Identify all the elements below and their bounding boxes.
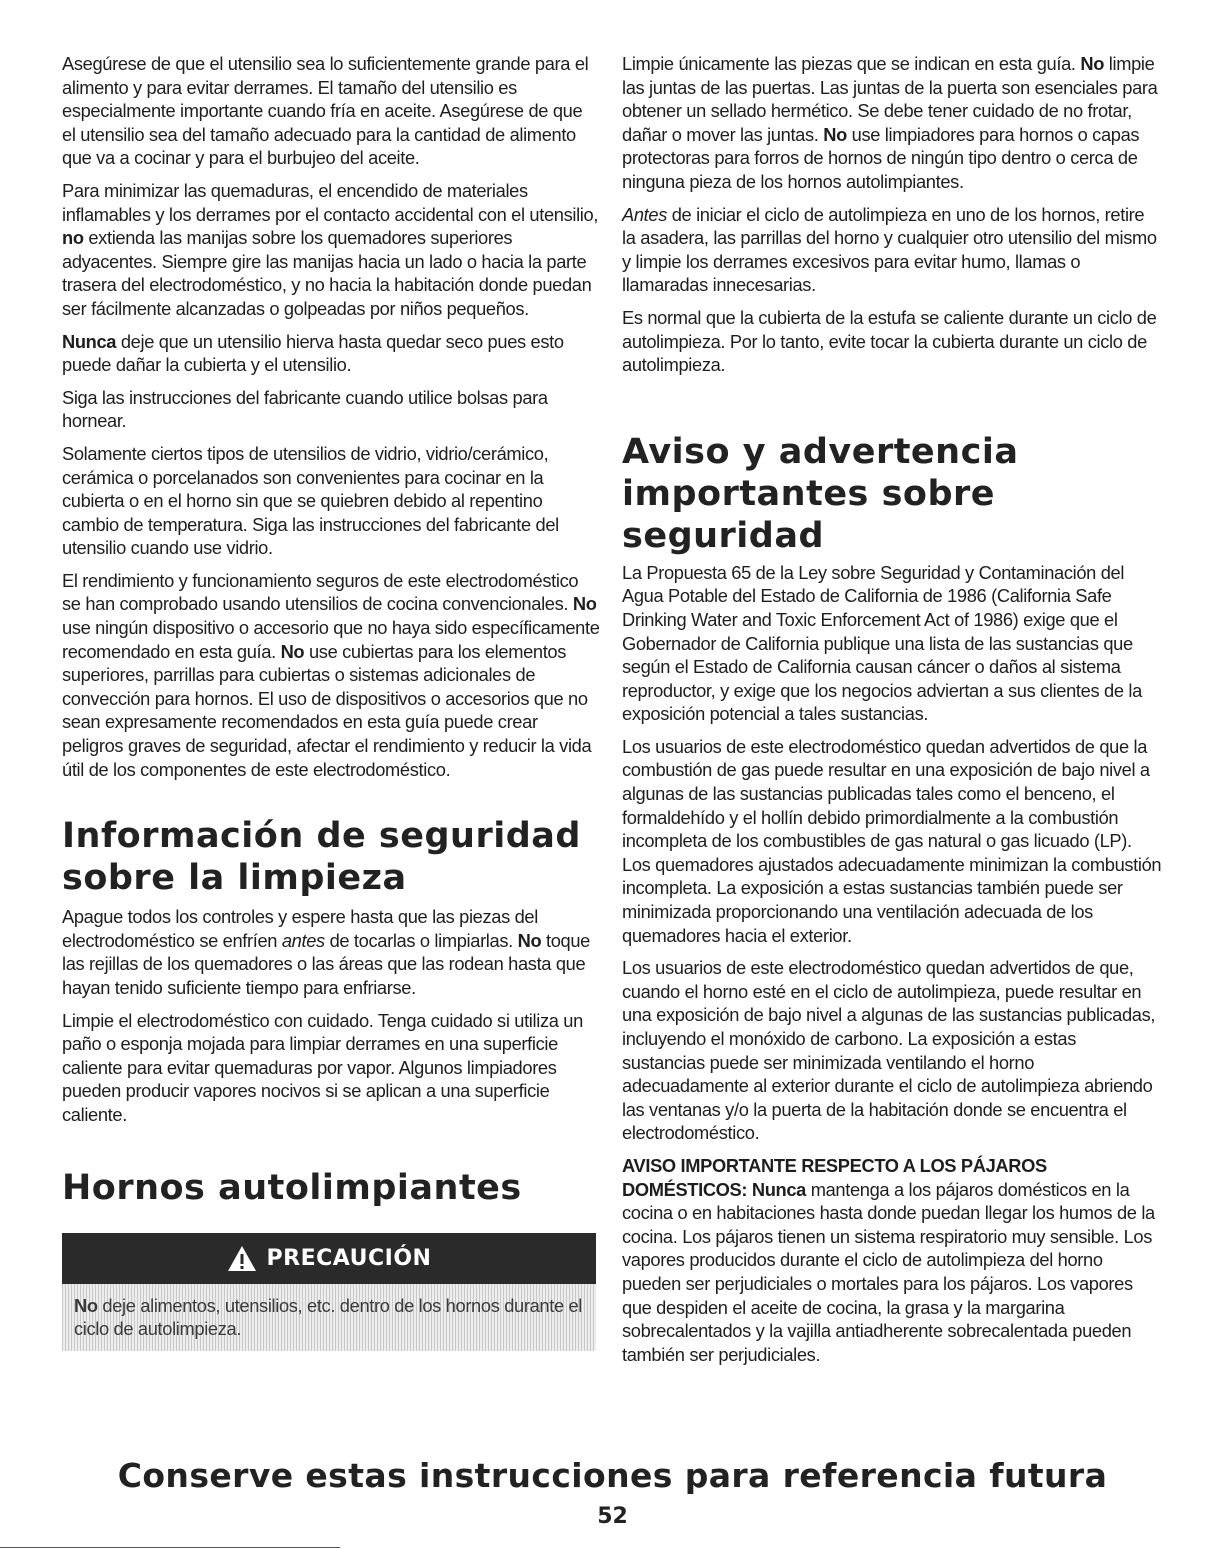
- right-column: [622, 52, 1162, 1375]
- text: deje alimentos, utensilios, etc. dentro de los hornos durante el ciclo de autolimpieza.: [74, 1294, 583, 1340]
- text: use ningún dispositivo o accesorio que no haya sido específicamente recomendado en esta guía.: [62, 617, 600, 662]
- left-column: [62, 52, 600, 1351]
- paragraph: Los usuarios de este electrodoméstico quedan advertidos de que la combustión de gas puede resultar en una exposición de bajo nivel a algunas de las sustancias publicadas tales como el benceno, el formaldehído y el hollín debido primordialmente a la combustión incompleta de los combustibles de gas natural o gas licuado (LP). Los quemadores ajustados adecuadamente minimizan la combustión incompleta. La exposición a estas sustancias también puede ser minimizada proporcionando una ventilación adecuada de los quemadores hacia el exterior.: [622, 735, 1162, 946]
- emphasis: antes: [281, 929, 325, 951]
- text: Limpie únicamente las piezas que se indican en esta guía.: [622, 53, 1081, 74]
- paragraph: Asegúrese de que el utensilio sea lo suficientemente grande para el alimento y para evitar derrames. El tamaño del utensilio es especialmente importante cuando fría en aceite. Asegúrese de que el utensilio sea del tamaño adecuado para la cantidad de alimento que va a cocinar y para el burbujeo del aceite.: [62, 53, 589, 169]
- paragraph: Limpie el electrodoméstico con cuidado. Tenga cuidado si utiliza un paño o esponja mojada para limpiar derrames en una superficie caliente para evitar quemaduras por vapor. Algunos limpiadores pueden producir vapores nocivos si se aplican a una superficie caliente.: [62, 1009, 583, 1125]
- emphasis: Nunca: [62, 330, 117, 352]
- emphasis: No: [823, 123, 847, 145]
- paragraph: [622, 52, 1162, 194]
- emphasis: Nunca: [751, 1178, 806, 1200]
- text: mantenga a los pájaros domésticos en la cocina o en habitaciones hasta donde puedan llegar los humos de la cocina. Los pájaros tienen un sistema respiratorio muy sensible. Los vapores producidos durante el ciclo de autolimpieza del horno pueden ser perjudiciales o mortales para los pájaros. Los vapores que despiden el aceite de cocina, la grasa y la margarina sobrecalentados y la vajilla antiadherente sobrecalentada pueden también ser perjudiciales.: [622, 1178, 1155, 1365]
- subheading: AVISO IMPORTANTE RESPECTO A LOS PÁJAROS DOMÉSTICOS:: [622, 1154, 1047, 1200]
- warning-icon: [227, 1245, 257, 1272]
- paragraph: [622, 203, 1162, 297]
- text: use limpiadores para hornos o capas protectoras para forros de hornos de ningún tipo dentro o cerca de ninguna pieza de los hornos autolimpiantes.: [622, 123, 1140, 192]
- paragraph: Solamente ciertos tipos de utensilios de vidrio, vidrio/cerámico, cerámica o porcelanados son convenientes para cocinar en la cubierta o en el horno sin que se quiebren debido al repentino cambio de temperatura. Siga las instrucciones del fabricante del utensilio cuando use vidrio.: [62, 442, 559, 559]
- paragraph: Los usuarios de este electrodoméstico quedan advertidos de que, cuando el horno esté en el ciclo de autolimpieza, puede resultar en una exposición de bajo nivel a algunas de las sustancias publicadas, incluyendo el monóxido de carbono. La exposición a estas sustancias puede ser minimizada ventilando el horno adecuadamente al exterior durante el ciclo de autolimpieza abriendo las ventanas y/o la puerta de la habitación donde se encuentra el electrodoméstico.: [622, 957, 1156, 1144]
- caution-title: PRECAUCIÓN: [266, 1245, 432, 1271]
- paragraph: [62, 905, 600, 999]
- caution-header: [62, 1233, 596, 1284]
- heading-safety-notice: Aviso y advertencia importantes sobre seguridad: [622, 431, 1019, 556]
- emphasis: No: [1080, 53, 1105, 74]
- footer-title: Conserve estas instrucciones para referencia futura: [117, 1456, 1108, 1495]
- text: El rendimiento y funcionamiento seguros de este electrodoméstico se han comprobado usando utensilios de cocina convencionales.: [62, 569, 579, 615]
- text: extienda las manijas sobre los quemadores superiores adyacentes. Siempre gire las manijas hacia un lado o hacia la parte trasera del electrodoméstico, y no hacia la habitación donde puedan ser fácilmente alcanzadas o golpeadas por niños pequeños.: [62, 227, 592, 319]
- text: toque las rejillas de los quemadores o las áreas que las rodean hasta que hayan tenido suficiente tiempo para enfriarse.: [62, 929, 590, 998]
- caution-text: [62, 1284, 596, 1351]
- emphasis: No: [280, 640, 305, 662]
- caution-box: [62, 1233, 596, 1351]
- emphasis: No: [572, 593, 597, 615]
- text: de iniciar el ciclo de autolimpieza en uno de los hornos, retire la asadera, las parrillas del horno y cualquier otro utensilio del mismo y limpie los derrames excesivos para evitar humo, llamas o llamaradas innecesarias.: [622, 203, 1157, 296]
- text: de tocarlas o limpiarlas.: [324, 929, 518, 951]
- paragraph: [62, 569, 600, 781]
- paragraph: [62, 330, 600, 377]
- page-number: 52: [597, 1504, 628, 1529]
- emphasis: Antes: [622, 203, 667, 225]
- emphasis: No: [74, 1294, 98, 1316]
- emphasis: No: [517, 929, 542, 951]
- paragraph: Es normal que la cubierta de la estufa se caliente durante un ciclo de autolimpieza. Por lo tanto, evite tocar la cubierta durante un ciclo de autolimpieza.: [622, 306, 1157, 376]
- text: deje que un utensilio hierva hasta quedar seco pues esto puede dañar la cubierta y el utensilio.: [62, 330, 564, 376]
- text: limpie las juntas de las puertas. Las juntas de la puerta son esenciales para obtener un sellado hermético. Se debe tener cuidado de no frotar, dañar o mover las juntas.: [622, 53, 1158, 145]
- paragraph: [622, 1154, 1162, 1366]
- divider: [0, 1547, 340, 1548]
- emphasis: no: [62, 227, 84, 249]
- text: Apague todos los controles y espere hasta que las piezas del electrodoméstico se enfríen: [62, 906, 538, 951]
- text: use cubiertas para los elementos superiores, parrillas para cubiertas o sistemas adicionales de convección para hornos. El uso de dispositivos o accesorios que no sean expresamente recomendados en esta guía puede crear peligros graves de seguridad, afectar el rendimiento y reducir la vida útil de los componentes de este electrodoméstico.: [62, 640, 592, 780]
- text: Para minimizar las quemaduras, el encendido de materiales inflamables y los derrames por el contacto accidental con el utensilio,: [62, 179, 599, 225]
- paragraph: [62, 179, 600, 321]
- heading-cleaning-safety: Información de seguridad sobre la limpieza: [62, 816, 581, 899]
- paragraph: La Propuesta 65 de la Ley sobre Seguridad y Contaminación del Agua Potable del Estado de California de 1986 (California Safe Drinking Water and Toxic Enforcement Act of 1986) exige que el Gobernador de California publique una lista de las sustancias que según el Estado de California causan cáncer o daños al sistema reproductor, y exige que los negocios adviertan a sus clientes de la exposición potencial a tales sustancias.: [622, 561, 1142, 725]
- paragraph: Siga las instrucciones del fabricante cuando utilice bolsas para hornear.: [62, 386, 548, 432]
- heading-self-cleaning-ovens: Hornos autolimpiantes: [62, 1167, 522, 1208]
